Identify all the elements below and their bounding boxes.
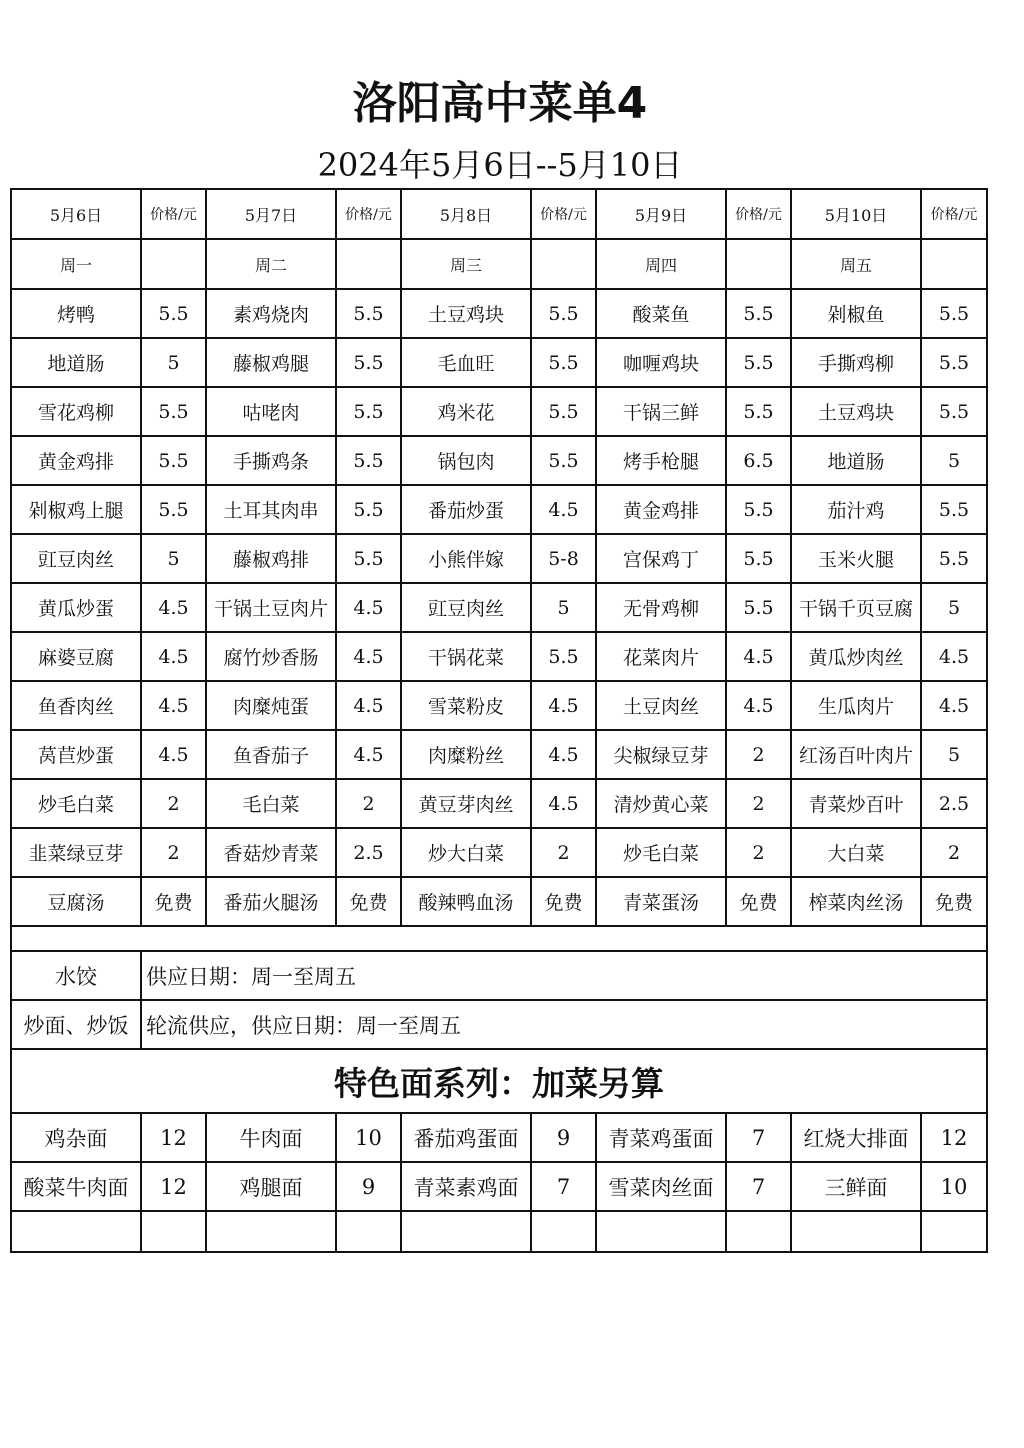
dish-name: 番茄火腿汤	[206, 877, 336, 926]
dish-name: 鱼香茄子	[206, 730, 336, 779]
empty-cell	[596, 1211, 726, 1252]
dish-price: 5.5	[726, 289, 791, 338]
dish-price: 5.5	[726, 485, 791, 534]
dish-price: 免费	[141, 877, 206, 926]
weekday-price-blank	[336, 239, 401, 289]
dish-price: 5.5	[531, 436, 596, 485]
dish-name: 炒毛白菜	[11, 779, 141, 828]
dish-price: 5.5	[531, 632, 596, 681]
dish-row	[11, 828, 987, 877]
dish-price: 2	[726, 779, 791, 828]
dish-name: 手撕鸡柳	[791, 338, 921, 387]
dish-name: 黄金鸡排	[11, 436, 141, 485]
dish-price: 5.5	[921, 534, 987, 583]
weekday-header-row	[11, 239, 987, 289]
dish-price: 5.5	[141, 387, 206, 436]
dish-row	[11, 779, 987, 828]
dish-name: 黄瓜炒肉丝	[791, 632, 921, 681]
noodle-name: 三鲜面	[791, 1162, 921, 1211]
dish-price: 免费	[921, 877, 987, 926]
service-info-row	[11, 951, 987, 1000]
dish-price: 2	[141, 779, 206, 828]
dish-price: 2	[921, 828, 987, 877]
dish-price: 2.5	[336, 828, 401, 877]
dish-name: 酸菜鱼	[596, 289, 726, 338]
weekday-header: 周四	[596, 239, 726, 289]
dish-price: 5.5	[531, 387, 596, 436]
dish-name: 红汤百叶肉片	[791, 730, 921, 779]
service-schedule-text: 供应日期：周一至周五	[141, 951, 987, 1000]
noodle-price: 12	[141, 1162, 206, 1211]
noodle-price: 12	[921, 1113, 987, 1162]
dish-name: 花菜肉片	[596, 632, 726, 681]
noodle-price: 9	[336, 1162, 401, 1211]
dish-price: 5.5	[336, 289, 401, 338]
dish-name: 干锅花菜	[401, 632, 531, 681]
dish-price: 4.5	[141, 730, 206, 779]
page-title: 洛阳高中菜单4	[352, 78, 648, 129]
noodle-row	[11, 1113, 987, 1162]
dish-price: 4.5	[726, 632, 791, 681]
dish-price: 5.5	[531, 338, 596, 387]
dish-price: 4.5	[531, 730, 596, 779]
dish-price: 4.5	[141, 583, 206, 632]
specialty-title-row	[11, 1049, 987, 1113]
price-column-header: 价格/元	[726, 189, 791, 239]
dish-row	[11, 681, 987, 730]
dish-name: 干锅千页豆腐	[791, 583, 921, 632]
noodle-name: 鸡杂面	[11, 1113, 141, 1162]
empty-cell	[401, 1211, 531, 1252]
dish-price: 2	[141, 828, 206, 877]
dish-name: 土豆鸡块	[401, 289, 531, 338]
dish-price: 5.5	[726, 387, 791, 436]
date-range-subtitle: 2024年5月6日--5月10日	[317, 146, 683, 184]
dish-name: 土豆肉丝	[596, 681, 726, 730]
empty-trailing-row	[11, 1211, 987, 1252]
dish-price: 5.5	[726, 583, 791, 632]
dish-name: 烤手枪腿	[596, 436, 726, 485]
dish-row	[11, 877, 987, 926]
dish-name: 手撕鸡条	[206, 436, 336, 485]
dish-price: 4.5	[531, 485, 596, 534]
dish-price: 4.5	[531, 681, 596, 730]
dish-name: 雪花鸡柳	[11, 387, 141, 436]
dish-row	[11, 436, 987, 485]
specialty-noodle-title: 特色面系列：加菜另算	[11, 1049, 987, 1113]
dish-price: 2	[726, 828, 791, 877]
dish-name: 豇豆肉丝	[11, 534, 141, 583]
dish-name: 小熊伴嫁	[401, 534, 531, 583]
empty-cell	[791, 1211, 921, 1252]
dish-price: 5.5	[141, 289, 206, 338]
dish-price: 2	[531, 828, 596, 877]
dish-name: 雪菜粉皮	[401, 681, 531, 730]
service-label: 炒面、炒饭	[11, 1000, 141, 1049]
dish-name: 榨菜肉丝汤	[791, 877, 921, 926]
blank-separator-row	[11, 926, 987, 951]
noodle-name: 番茄鸡蛋面	[401, 1113, 531, 1162]
dish-price: 6.5	[726, 436, 791, 485]
day-date-header: 5月10日	[791, 189, 921, 239]
dish-name: 麻婆豆腐	[11, 632, 141, 681]
dish-price: 5.5	[921, 338, 987, 387]
dish-price: 免费	[336, 877, 401, 926]
dish-name: 剁椒鱼	[791, 289, 921, 338]
dish-price: 5.5	[336, 436, 401, 485]
dish-price: 5.5	[921, 485, 987, 534]
dish-price: 5.5	[921, 289, 987, 338]
dish-row	[11, 387, 987, 436]
dish-name: 藤椒鸡排	[206, 534, 336, 583]
dish-price: 4.5	[921, 681, 987, 730]
dish-name: 烤鸭	[11, 289, 141, 338]
dish-row	[11, 632, 987, 681]
dish-price: 4.5	[141, 681, 206, 730]
dish-name: 豇豆肉丝	[401, 583, 531, 632]
dish-name: 剁椒鸡上腿	[11, 485, 141, 534]
dish-price: 2	[726, 730, 791, 779]
dish-price: 5	[141, 534, 206, 583]
dish-name: 清炒黄心菜	[596, 779, 726, 828]
dish-name: 豆腐汤	[11, 877, 141, 926]
dish-name: 土耳其肉串	[206, 485, 336, 534]
noodle-price: 10	[921, 1162, 987, 1211]
menu-table-body	[11, 189, 987, 1252]
noodle-row	[11, 1162, 987, 1211]
noodle-price: 7	[531, 1162, 596, 1211]
dish-price: 免费	[531, 877, 596, 926]
dish-row	[11, 338, 987, 387]
day-date-header: 5月6日	[11, 189, 141, 239]
dish-price: 5.5	[336, 485, 401, 534]
dish-name: 藤椒鸡腿	[206, 338, 336, 387]
dish-name: 素鸡烧肉	[206, 289, 336, 338]
dish-price: 5.5	[336, 534, 401, 583]
dish-name: 番茄炒蛋	[401, 485, 531, 534]
dish-row	[11, 289, 987, 338]
dish-price: 5.5	[726, 534, 791, 583]
dish-price: 5.5	[336, 338, 401, 387]
dish-price: 5	[921, 730, 987, 779]
noodle-price: 7	[726, 1162, 791, 1211]
day-date-header: 5月9日	[596, 189, 726, 239]
dish-price: 4.5	[336, 632, 401, 681]
noodle-name: 青菜鸡蛋面	[596, 1113, 726, 1162]
dish-price: 4.5	[921, 632, 987, 681]
weekday-price-blank	[531, 239, 596, 289]
dish-name: 干锅土豆肉片	[206, 583, 336, 632]
dish-name: 干锅三鲜	[596, 387, 726, 436]
noodle-name: 鸡腿面	[206, 1162, 336, 1211]
dish-price: 5	[141, 338, 206, 387]
dish-price: 5.5	[531, 289, 596, 338]
dish-price: 2.5	[921, 779, 987, 828]
date-header-row	[11, 189, 987, 239]
weekday-header: 周三	[401, 239, 531, 289]
empty-cell	[11, 1211, 141, 1252]
blank-separator-cell	[11, 926, 987, 951]
dish-name: 锅包肉	[401, 436, 531, 485]
dish-name: 地道肠	[11, 338, 141, 387]
weekday-header: 周二	[206, 239, 336, 289]
weekday-price-blank	[141, 239, 206, 289]
dish-price: 4.5	[726, 681, 791, 730]
dish-row	[11, 485, 987, 534]
dish-price: 免费	[726, 877, 791, 926]
dish-name: 黄金鸡排	[596, 485, 726, 534]
price-column-header: 价格/元	[336, 189, 401, 239]
dish-row	[11, 534, 987, 583]
noodle-price: 9	[531, 1113, 596, 1162]
dish-price: 4.5	[141, 632, 206, 681]
noodle-price: 12	[141, 1113, 206, 1162]
dish-price: 5-8	[531, 534, 596, 583]
dish-name: 炒毛白菜	[596, 828, 726, 877]
weekday-header: 周一	[11, 239, 141, 289]
price-column-header: 价格/元	[531, 189, 596, 239]
dish-price: 5	[921, 583, 987, 632]
noodle-name: 红烧大排面	[791, 1113, 921, 1162]
dish-price: 4.5	[336, 583, 401, 632]
dish-name: 韭菜绿豆芽	[11, 828, 141, 877]
dish-name: 生瓜肉片	[791, 681, 921, 730]
empty-cell	[206, 1211, 336, 1252]
dish-price: 5.5	[141, 436, 206, 485]
day-date-header: 5月8日	[401, 189, 531, 239]
weekday-header: 周五	[791, 239, 921, 289]
dish-price: 4.5	[336, 681, 401, 730]
dish-name: 黄瓜炒蛋	[11, 583, 141, 632]
dish-name: 咖喱鸡块	[596, 338, 726, 387]
empty-cell	[531, 1211, 596, 1252]
service-info-row	[11, 1000, 987, 1049]
weekday-price-blank	[726, 239, 791, 289]
dish-name: 土豆鸡块	[791, 387, 921, 436]
noodle-name: 雪菜肉丝面	[596, 1162, 726, 1211]
dish-name: 茄汁鸡	[791, 485, 921, 534]
noodle-name: 牛肉面	[206, 1113, 336, 1162]
dish-name: 酸辣鸭血汤	[401, 877, 531, 926]
dish-name: 毛白菜	[206, 779, 336, 828]
dish-price: 5.5	[921, 387, 987, 436]
noodle-name: 酸菜牛肉面	[11, 1162, 141, 1211]
dish-name: 炒大白菜	[401, 828, 531, 877]
dish-price: 5	[531, 583, 596, 632]
menu-table	[10, 188, 988, 1253]
service-label: 水饺	[11, 951, 141, 1000]
dish-name: 黄豆芽肉丝	[401, 779, 531, 828]
dish-price: 5.5	[141, 485, 206, 534]
dish-name: 玉米火腿	[791, 534, 921, 583]
dish-price: 5.5	[726, 338, 791, 387]
dish-price: 4.5	[531, 779, 596, 828]
weekday-price-blank	[921, 239, 987, 289]
dish-name: 大白菜	[791, 828, 921, 877]
empty-cell	[336, 1211, 401, 1252]
dish-row	[11, 583, 987, 632]
price-column-header: 价格/元	[141, 189, 206, 239]
dish-name: 宫保鸡丁	[596, 534, 726, 583]
dish-name: 莴苣炒蛋	[11, 730, 141, 779]
noodle-price: 10	[336, 1113, 401, 1162]
empty-cell	[726, 1211, 791, 1252]
dish-name: 尖椒绿豆芽	[596, 730, 726, 779]
dish-price: 4.5	[336, 730, 401, 779]
dish-name: 咕咾肉	[206, 387, 336, 436]
empty-cell	[921, 1211, 987, 1252]
dish-price: 2	[336, 779, 401, 828]
dish-name: 腐竹炒香肠	[206, 632, 336, 681]
dish-name: 地道肠	[791, 436, 921, 485]
dish-name: 肉糜粉丝	[401, 730, 531, 779]
noodle-name: 青菜素鸡面	[401, 1162, 531, 1211]
dish-name: 香菇炒青菜	[206, 828, 336, 877]
day-date-header: 5月7日	[206, 189, 336, 239]
dish-row	[11, 730, 987, 779]
service-schedule-text: 轮流供应，供应日期：周一至周五	[141, 1000, 987, 1049]
dish-name: 肉糜炖蛋	[206, 681, 336, 730]
dish-name: 鸡米花	[401, 387, 531, 436]
dish-name: 青菜蛋汤	[596, 877, 726, 926]
dish-name: 无骨鸡柳	[596, 583, 726, 632]
dish-price: 5.5	[336, 387, 401, 436]
dish-name: 鱼香肉丝	[11, 681, 141, 730]
dish-price: 5	[921, 436, 987, 485]
noodle-price: 7	[726, 1113, 791, 1162]
empty-cell	[141, 1211, 206, 1252]
dish-name: 毛血旺	[401, 338, 531, 387]
price-column-header: 价格/元	[921, 189, 987, 239]
dish-name: 青菜炒百叶	[791, 779, 921, 828]
